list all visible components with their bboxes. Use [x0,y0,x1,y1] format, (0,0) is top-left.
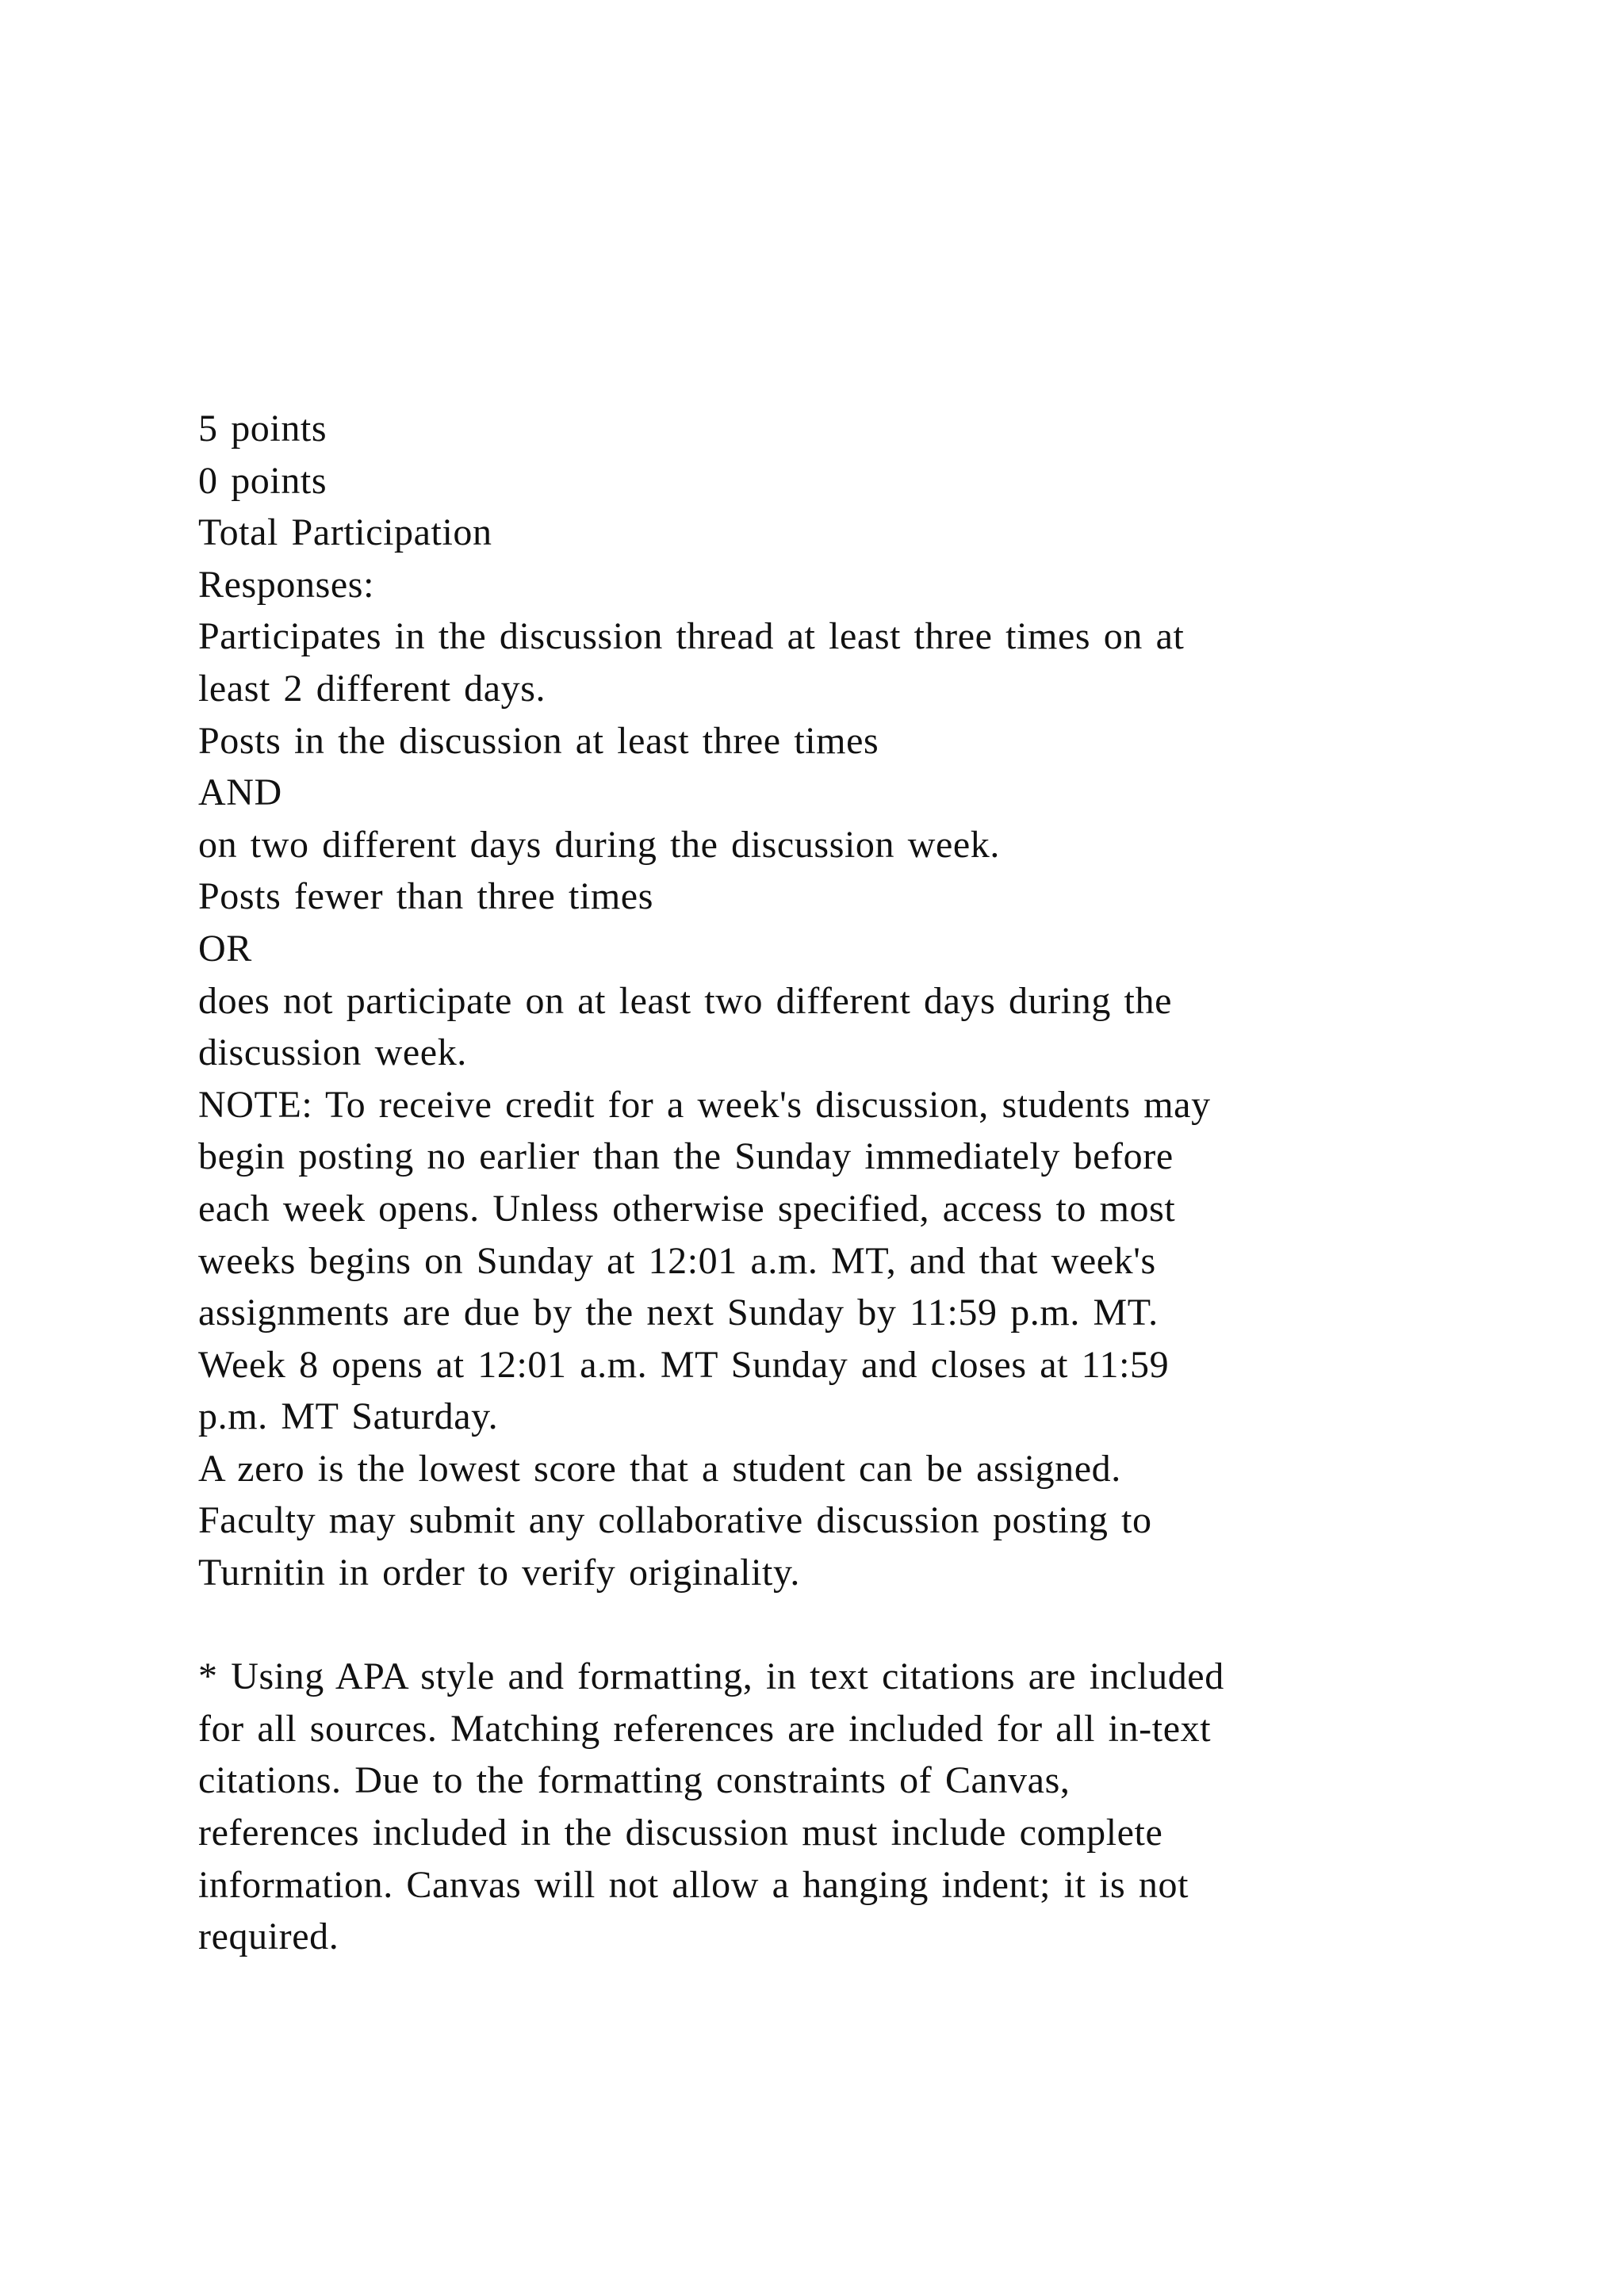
text-line: OR [198,927,252,970]
text-line: Posts in the discussion at least three times [198,719,879,762]
text-line: each week opens. Unless otherwise specified, access to most [198,1187,1176,1230]
text-line: citations. Due to the formatting constraints of Canvas, [198,1759,1071,1802]
text-line: NOTE: To receive credit for a week's discussion, students may [198,1083,1211,1126]
text-line: Faculty may submit any collaborative discussion posting to [198,1499,1152,1542]
text-line: Posts fewer than three times [198,875,653,918]
text-line: least 2 different days. [198,667,546,710]
text-line: Turnitin in order to verify originality. [198,1552,801,1594]
text-line: required. [198,1915,339,1958]
text-line: does not participate on at least two different days during the [198,979,1172,1022]
text-line: AND [198,771,282,814]
text-line: 5 points [198,408,327,450]
text-line: discussion week. [198,1031,467,1074]
text-line: * Using APA style and formatting, in text citations are included [198,1655,1224,1698]
document-body [198,403,1467,1963]
text-line: assignments are due by the next Sunday by 11:59 p.m. MT. [198,1292,1159,1334]
text-line: Responses: [198,563,374,606]
blank-line [198,1599,1467,1651]
text-line: p.m. MT Saturday. [198,1395,499,1438]
text-line: Participates in the discussion thread at least three times on at [198,615,1185,658]
text-line: on two different days during the discussion week. [198,823,1001,866]
text-line: 0 points [198,459,327,502]
text-line: A zero is the lowest score that a student can be assigned. [198,1447,1121,1490]
text-line: references included in the discussion must include complete [198,1812,1163,1854]
text-line: weeks begins on Sunday at 12:01 a.m. MT, and that week's [198,1239,1156,1282]
text-line: Week 8 opens at 12:01 a.m. MT Sunday and closes at 11:59 [198,1343,1170,1386]
text-line: for all sources. Matching references are included for all in-text [198,1707,1212,1750]
text-line: begin posting no earlier than the Sunday immediately before [198,1135,1174,1178]
text-line: information. Canvas will not allow a hanging indent; it is not [198,1863,1189,1906]
text-line: Total Participation [198,511,492,554]
